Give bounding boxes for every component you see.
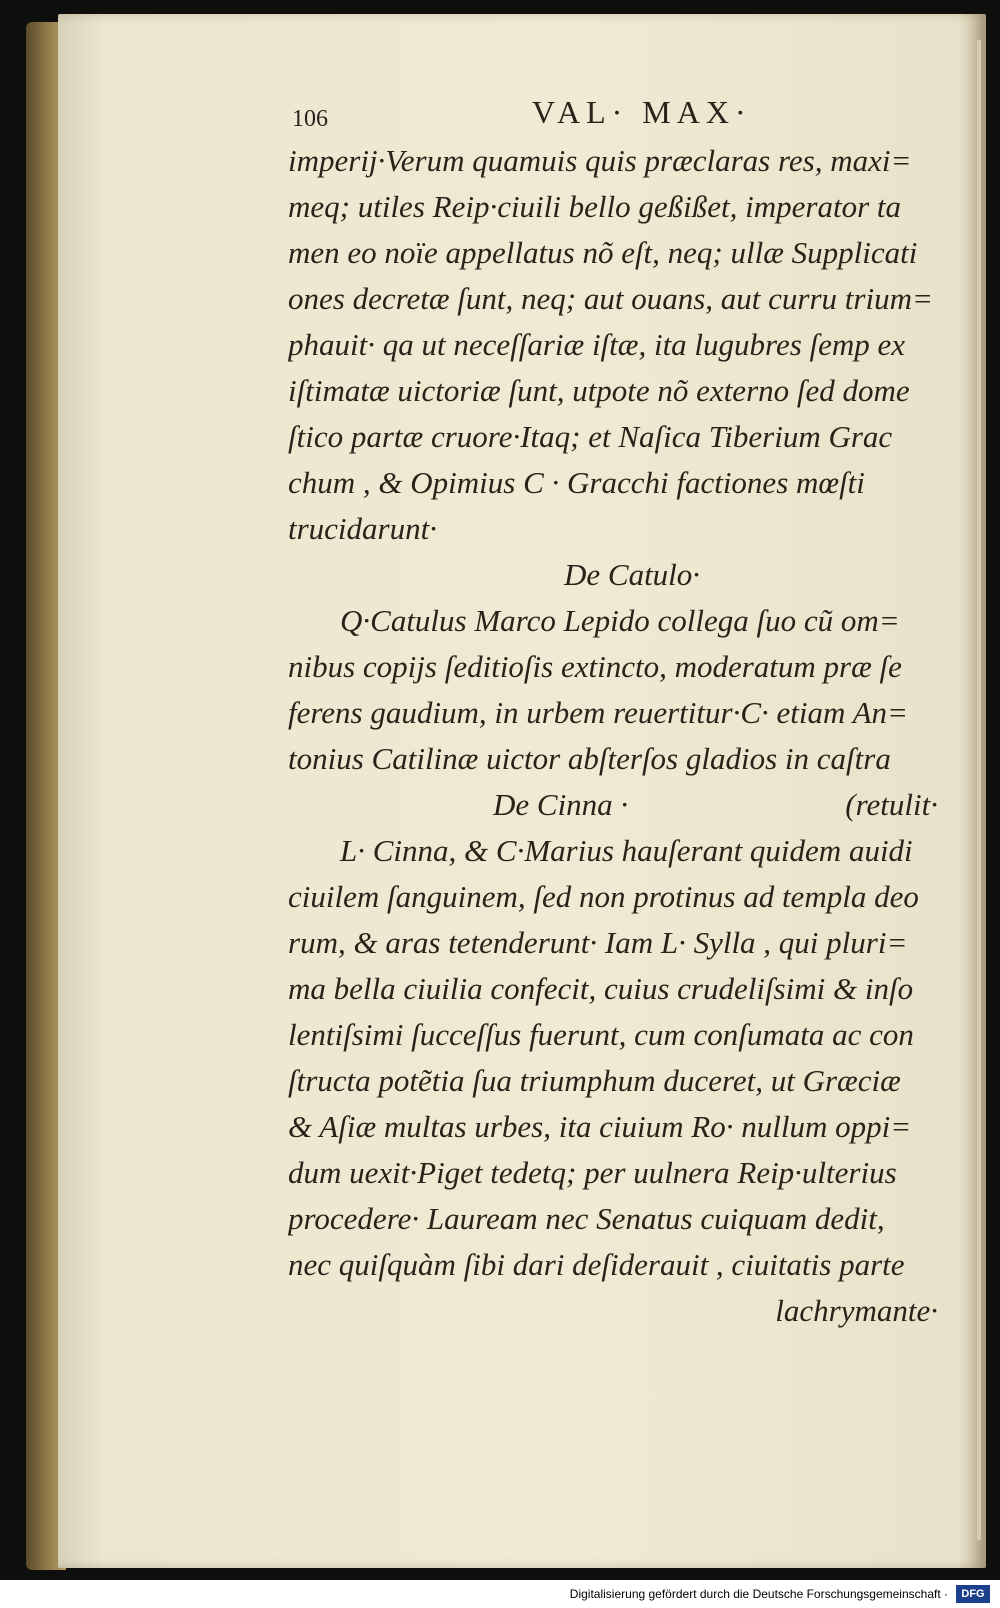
text-line: & Aſiæ multas urbes, ita ciuium Ro· nullum oppi= <box>288 1109 912 1144</box>
running-title: VAL· MAX· <box>532 94 752 130</box>
running-head <box>292 94 852 144</box>
text-line: trucidarunt· <box>288 511 437 546</box>
text-line: L· Cinna, & C·Marius hauſerant quidem auidi <box>340 833 913 868</box>
retulit-tail: (retulit· <box>845 787 938 822</box>
text-line: ma bella ciuilia confecit, cuius crudeliſsimi & inſo <box>288 971 914 1006</box>
closing-line: lachrymante· <box>775 1293 938 1328</box>
text-line: ciuilem ſanguinem, ſed non protinus ad templa deo <box>288 879 919 914</box>
section-heading-cinna-line <box>288 782 956 828</box>
section-heading-cinna: De Cinna · <box>493 787 629 822</box>
digitization-credit: Digitalisierung gefördert durch die Deutsche Forschungsgemeinschaft · <box>569 1587 948 1601</box>
dfg-logo: DFG <box>956 1585 990 1603</box>
text-line: tonius Catilinæ uictor abſterſos gladios in caſtra <box>288 741 891 776</box>
text-line: men eo noïe appellatus nõ eſt, neq; ullæ Supplicati <box>288 235 918 270</box>
text-line: ferens gaudium, in urbem reuertitur·C· etiam An= <box>288 695 908 730</box>
text-line: lentiſsimi ſucceſſus fuerunt, cum conſumata ac con <box>288 1017 914 1052</box>
text-line: procedere· Lauream nec Senatus cuiquam dedit, <box>288 1201 885 1236</box>
text-line: iſtimatæ uictoriæ ſunt, utpote nõ externo ſed dome <box>288 373 910 408</box>
section-heading-catulo: De Catulo· <box>564 557 701 592</box>
text-block <box>288 138 956 1334</box>
text-line: chum , & Opimius C · Gracchi factiones mœſti <box>288 465 865 500</box>
text-line: rum, & aras tetenderunt· Iam L· Sylla , qui pluri= <box>288 925 908 960</box>
text-line: Q·Catulus Marco Lepido collega ſuo cũ om= <box>340 603 900 638</box>
page-number: 106 <box>292 106 328 132</box>
footer-bar <box>0 1582 1000 1608</box>
text-line: ſtico partæ cruore·Itaq; et Naſica Tiberium Grac <box>288 419 893 454</box>
text-line: imperij·Verum quamuis quis præclaras res, maxi= <box>288 143 912 178</box>
text-line: meq; utiles Reip·ciuili bello geßißet, imperator ta <box>288 189 901 224</box>
text-line: ones decretæ ſunt, neq; aut ouans, aut curru trium= <box>288 281 933 316</box>
text-line: phauit· qa ut neceſſariæ iſtæ, ita lugubres ſemp ex <box>288 327 906 362</box>
page-edge <box>977 40 981 1540</box>
text-line: ſtructa potẽtia ſua triumphum duceret, ut Græciæ <box>288 1063 901 1098</box>
text-line: dum uexit·Piget tedetq; per uulnera Reip·ulterius <box>288 1155 897 1190</box>
text-line: nec quiſquàm ſibi dari deſiderauit , ciuitatis parte <box>288 1247 905 1282</box>
text-line: nibus copijs ſeditioſis extincto, moderatum præ ſe <box>288 649 902 684</box>
